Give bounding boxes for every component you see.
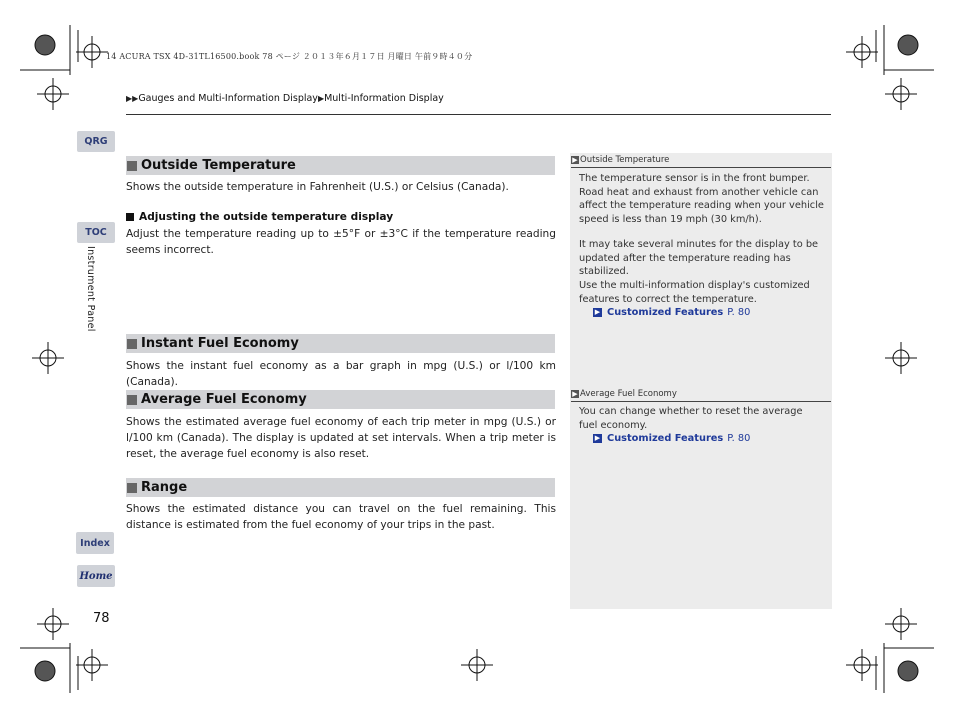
cross-reference-arrow-icon: ▶ bbox=[594, 434, 601, 442]
home-tab[interactable] bbox=[77, 565, 115, 587]
note-title: Outside Temperature bbox=[580, 155, 670, 165]
link-page[interactable]: P. 80 bbox=[727, 307, 751, 318]
breadcrumb-parent-link[interactable]: Gauges and Multi-Information Display bbox=[138, 93, 318, 104]
instant-fuel-body: Shows the instant fuel economy as a bar graph in mpg (U.S.) or l/100 km (Canada). bbox=[126, 360, 556, 388]
print-header: 14 ACURA TSX 4D-31TL16500.book 78 ページ ２０１３年６月１７日 月曜日 午前９時４０分 bbox=[106, 52, 473, 61]
note-header-outside-temperature bbox=[571, 155, 831, 168]
section-header-average-fuel-economy bbox=[126, 390, 555, 409]
qrg-tab[interactable]: QRG bbox=[77, 131, 115, 152]
note-average-fuel-p1: You can change whether to reset the average fuel economy. bbox=[579, 406, 803, 431]
subsection-marker-icon bbox=[126, 213, 134, 221]
note-header-average-fuel-economy bbox=[571, 389, 831, 402]
customized-features-link[interactable] bbox=[593, 307, 750, 318]
breadcrumb-arrow-icon: ▶▶ bbox=[126, 94, 139, 103]
section-marker-icon bbox=[127, 339, 137, 349]
section-marker-icon bbox=[127, 483, 137, 493]
breadcrumb-separator-icon: ▶ bbox=[317, 94, 325, 103]
adjust-temp-body: Adjust the temperature reading up to ±5°F or ±3°C if the temperature reading seems incorrect. bbox=[126, 228, 556, 256]
chapter-side-label: Instrument Panel bbox=[85, 246, 96, 332]
index-tab[interactable]: Index bbox=[76, 532, 114, 554]
section-header-instant-fuel-economy bbox=[126, 334, 555, 353]
breadcrumb-current: Multi-Information Display bbox=[324, 93, 444, 104]
section-title: Average Fuel Economy bbox=[141, 392, 307, 407]
section-header-range bbox=[126, 478, 555, 497]
header-rule bbox=[126, 114, 831, 115]
note-outside-temp-p3: Use the multi-information display's customized features to correct the temperature. bbox=[579, 280, 810, 305]
cross-reference-arrow-icon: ▶ bbox=[594, 308, 601, 316]
link-page[interactable]: P. 80 bbox=[727, 433, 751, 444]
note-outside-temp-p1: The temperature sensor is in the front bumper. Road heat and exhaust from another vehicle can affect the temperature reading when your vehicle speed is less than 19 mph (30 km/h). bbox=[579, 173, 824, 225]
section-marker-icon bbox=[127, 161, 137, 171]
average-fuel-body: Shows the estimated average fuel economy of each trip meter in mpg (U.S.) or l/100 km (Canada). The display is updated at set intervals. When a trip meter is reset, the average fuel economy is also reset. bbox=[126, 416, 556, 460]
section-title: Outside Temperature bbox=[141, 158, 296, 173]
home-label: Home bbox=[79, 570, 113, 582]
range-body: Shows the estimated distance you can travel on the fuel remaining. This distance is estimated from the fuel economy of your trips in the past. bbox=[126, 503, 556, 531]
outside-temperature-body: Shows the outside temperature in Fahrenheit (U.S.) or Celsius (Canada). bbox=[126, 181, 509, 193]
note-icon: ▶ bbox=[572, 156, 578, 164]
note-icon: ▶ bbox=[572, 390, 578, 398]
section-header-outside-temperature bbox=[126, 156, 555, 175]
section-title: Instant Fuel Economy bbox=[141, 336, 299, 351]
toc-tab[interactable]: TOC bbox=[77, 222, 115, 243]
link-text[interactable]: Customized Features bbox=[607, 433, 724, 444]
subsection-title: Adjusting the outside temperature display bbox=[139, 211, 394, 223]
section-marker-icon bbox=[127, 395, 137, 405]
link-text[interactable]: Customized Features bbox=[607, 307, 724, 318]
section-title: Range bbox=[141, 480, 188, 495]
subsection-header-adjust-temp bbox=[126, 211, 393, 223]
note-title: Average Fuel Economy bbox=[580, 389, 677, 399]
customized-features-link-2[interactable] bbox=[593, 433, 750, 444]
page-number: 78 bbox=[93, 611, 110, 626]
note-outside-temp-p2: It may take several minutes for the display to be updated after the temperature reading has stabilized. bbox=[579, 239, 819, 277]
breadcrumb bbox=[126, 93, 444, 104]
